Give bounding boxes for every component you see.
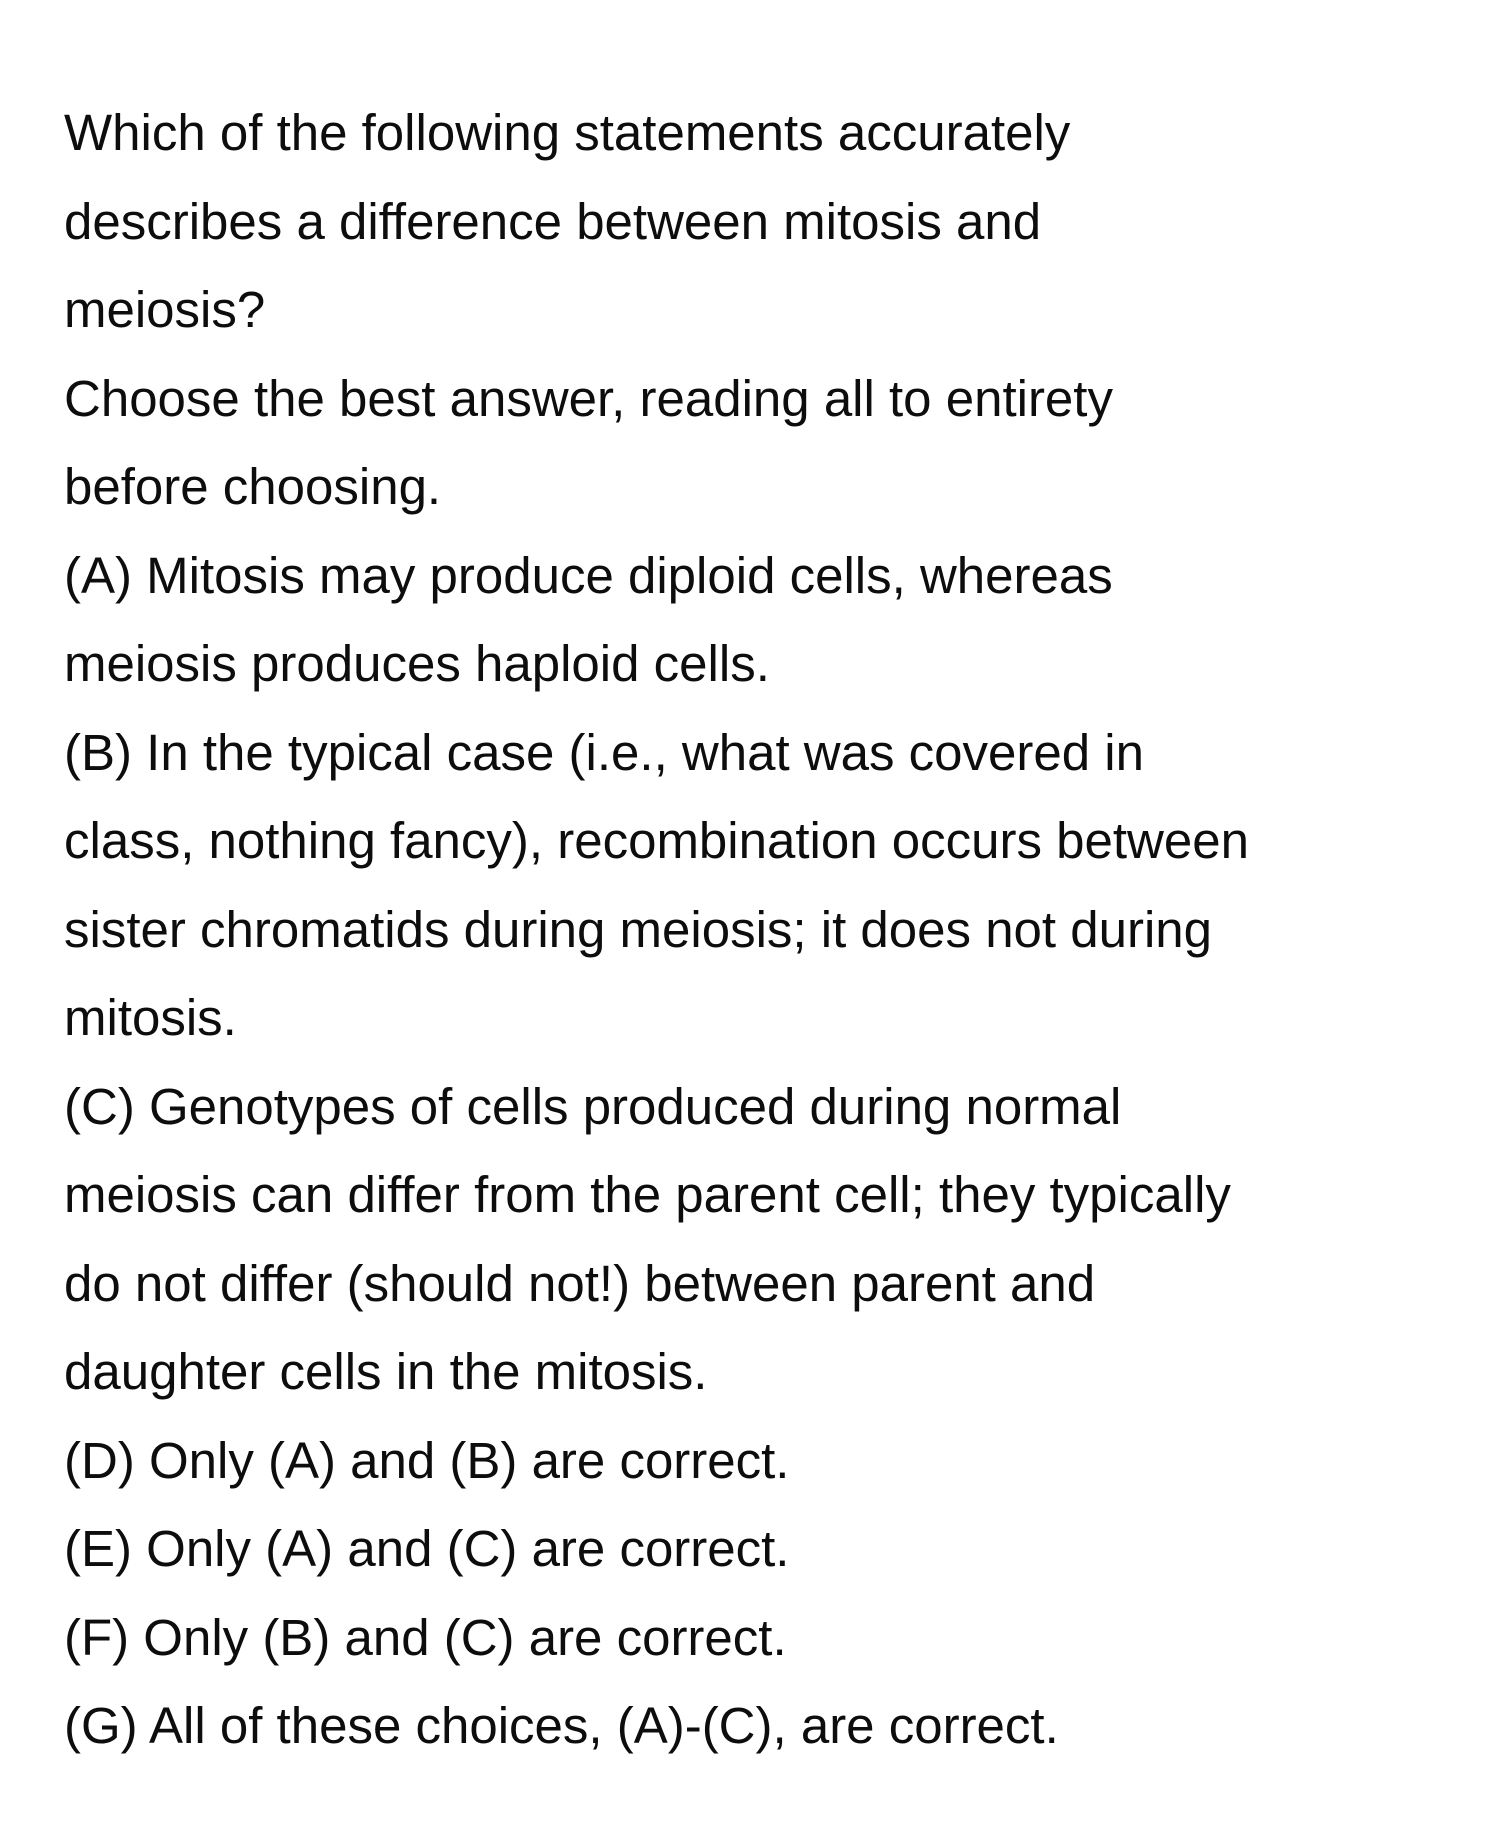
option-e: [64, 1505, 1454, 1594]
option-g: [64, 1682, 1454, 1771]
option-f: [64, 1594, 1454, 1683]
option-b-line: mitosis.: [64, 989, 237, 1046]
question-document: [64, 89, 1454, 1771]
question-line: Which of the following statements accurately: [64, 104, 1071, 161]
option-f-line: (F) Only (B) and (C) are correct.: [64, 1608, 787, 1666]
option-e-line: (E) Only (A) and (C) are correct.: [64, 1520, 790, 1577]
option-b-line: class, nothing fancy), recombination occurs between: [64, 812, 1249, 869]
instruction-line: before choosing.: [64, 458, 442, 515]
instruction-text: [64, 355, 1454, 532]
option-g-line: (G) All of these choices, (A)-(C), are correct.: [64, 1697, 1059, 1754]
option-c-line: daughter cells in the mitosis.: [64, 1343, 708, 1400]
question-text: [64, 89, 1454, 355]
option-d-line: (D) Only (A) and (B) are correct.: [64, 1431, 790, 1489]
option-d: [64, 1417, 1454, 1506]
instruction-line: Choose the best answer, reading all to entirety: [64, 369, 1113, 427]
question-line: meiosis?: [64, 281, 266, 338]
option-a-line: meiosis produces haploid cells.: [64, 635, 770, 692]
option-b: [64, 709, 1454, 1063]
option-b-line: sister chromatids during meiosis; it does not during: [64, 900, 1213, 958]
option-c-line: do not differ (should not!) between parent and: [64, 1254, 1096, 1312]
option-c: [64, 1063, 1454, 1417]
question-line: describes a difference between mitosis and: [64, 192, 1042, 250]
option-b-line: (B) In the typical case (i.e., what was covered in: [64, 723, 1144, 781]
option-c-line: meiosis can differ from the parent cell; they typically: [64, 1166, 1231, 1223]
option-c-line: (C) Genotypes of cells produced during normal: [64, 1077, 1122, 1135]
option-a-line: (A) Mitosis may produce diploid cells, whereas: [64, 546, 1113, 604]
option-a: [64, 532, 1454, 709]
